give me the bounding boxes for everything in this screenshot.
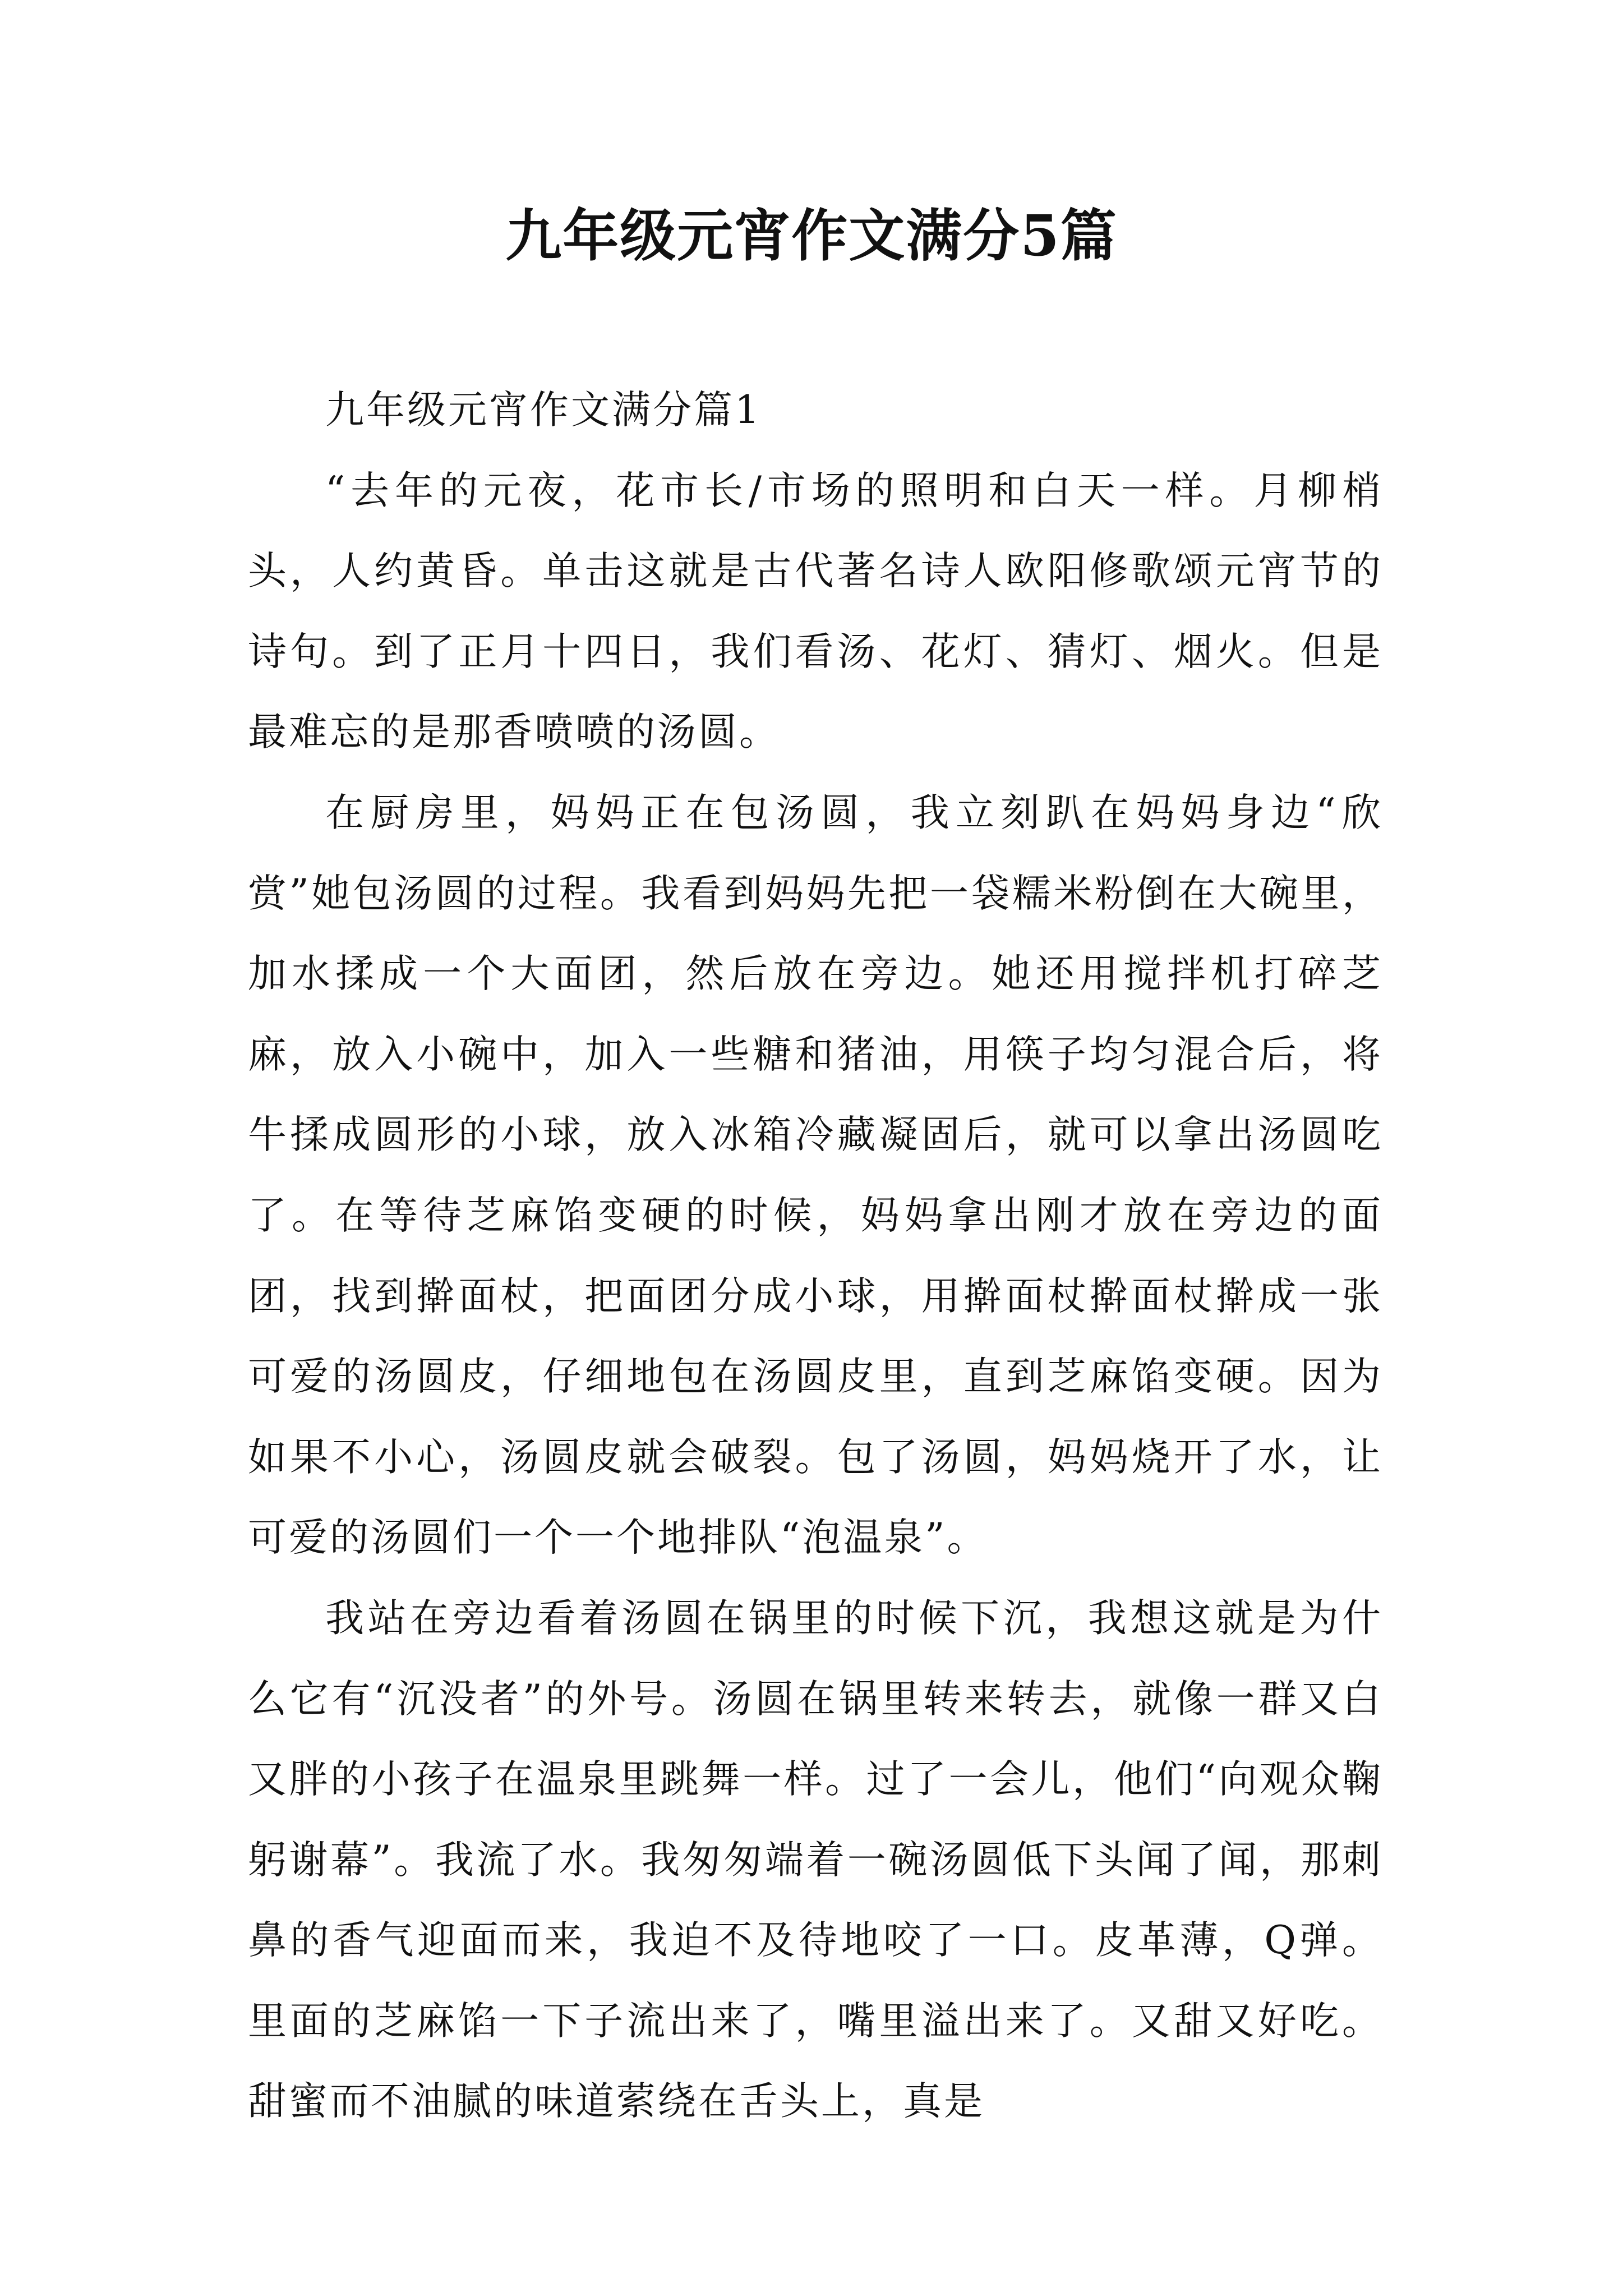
section-heading: 九年级元宵作文满分篇1 <box>325 388 762 432</box>
paragraph: 在厨房里，妈妈正在包汤圆，我立刻趴在妈妈身边“欣赏”她包汤圆的过程。我看到妈妈先把一袋糯米粉倒在大碗里，加水揉成一个大面团，然后放在旁边。她还用搅拌机打碎芝麻，放入小碗中，加入一些糖和猪油，用筷子均匀混合后，将牛揉成圆形的小球，放入冰箱冷藏凝固后，就可以拿出汤圆吃了。在等待芝麻馅变硬的时候，妈妈拿出刚才放在旁边的面团，找到擀面杖，把面团分成小球，用擀面杖擀面杖擀成一张可爱的汤圆皮，仔细地包在汤圆皮里，直到芝麻馅变硬。因为如果不小心，汤圆皮就会破裂。包了汤圆，妈妈烧开了水，让可爱的汤圆们一个一个地排队“泡温泉”。 <box>248 790 1383 1561</box>
document-body <box>248 370 1383 2142</box>
paragraph: “去年的元夜，花市长/市场的照明和白天一样。月柳梢头，人约黄昏。单击这就是古代著名诗人欧阳修歌颂元宵节的诗句。到了正月十四日，我们看汤、花灯、猜灯、烟火。但是最难忘的是那香喷喷的汤圆。 <box>248 468 1383 755</box>
paragraph: 我站在旁边看着汤圆在锅里的时候下沉，我想这就是为什么它有“沉没者”的外号。汤圆在锅里转来转去，就像一群又白又胖的小孩子在温泉里跳舞一样。过了一会儿，他们“向观众鞠躬谢幕”。我流了水。我匆匆端着一碗汤圆低下头闻了闻，那刺鼻的香气迎面而来，我迫不及待地咬了一口。皮革薄，Q弹。里面的芝麻馅一下子流出来了，嘴里溢出来了。又甜又好吃。甜蜜而不油腻的味道萦绕在舌头上，真是 <box>248 1595 1383 2124</box>
document-title: 九年级元宵作文满分5篇 <box>505 203 1118 269</box>
